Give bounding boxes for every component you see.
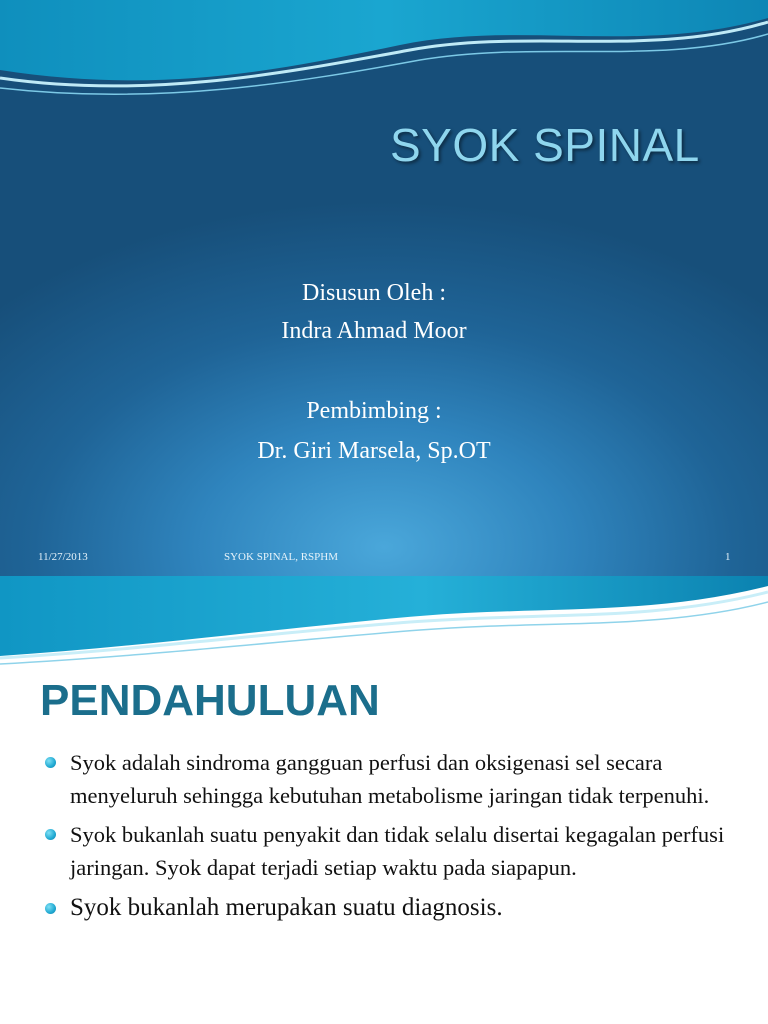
bullet-text: Syok adalah sindroma gangguan perfusi dan oksigenasi sel secara menyeluruh sehingga kebutuhan metabolisme jaringan tidak terpenuhi. [70, 750, 710, 808]
slide2-wave-decoration [0, 576, 768, 666]
bullet-icon [45, 903, 56, 914]
section-heading: PENDAHULUAN [40, 676, 380, 725]
bullet-icon [45, 829, 56, 840]
footer-date: 11/27/2013 [38, 551, 88, 563]
list-item [40, 890, 740, 926]
top-wave-decoration [0, 0, 768, 110]
bullet-list [40, 746, 740, 932]
footer-title: SYOK SPINAL, RSPHM [224, 551, 339, 563]
footer-page-number: 1 [725, 551, 731, 563]
list-item [40, 818, 740, 884]
bullet-text: Syok bukanlah suatu penyakit dan tidak selalu disertai kegagalan perfusi jaringan. Syok dapat terjadi setiap waktu pada siapapun. [70, 822, 725, 880]
list-item [40, 746, 740, 812]
bullet-text: Syok bukanlah merupakan suatu diagnosis. [70, 894, 503, 921]
advisor-label: Pembimbing : [306, 398, 442, 424]
advisor-name: Dr. Giri Marsela, Sp.OT [257, 438, 491, 464]
author-label: Disusun Oleh : [302, 280, 446, 306]
bullet-icon [45, 757, 56, 768]
author-name: Indra Ahmad Moor [281, 318, 467, 344]
slide-title: SYOK SPINAL [390, 119, 700, 171]
